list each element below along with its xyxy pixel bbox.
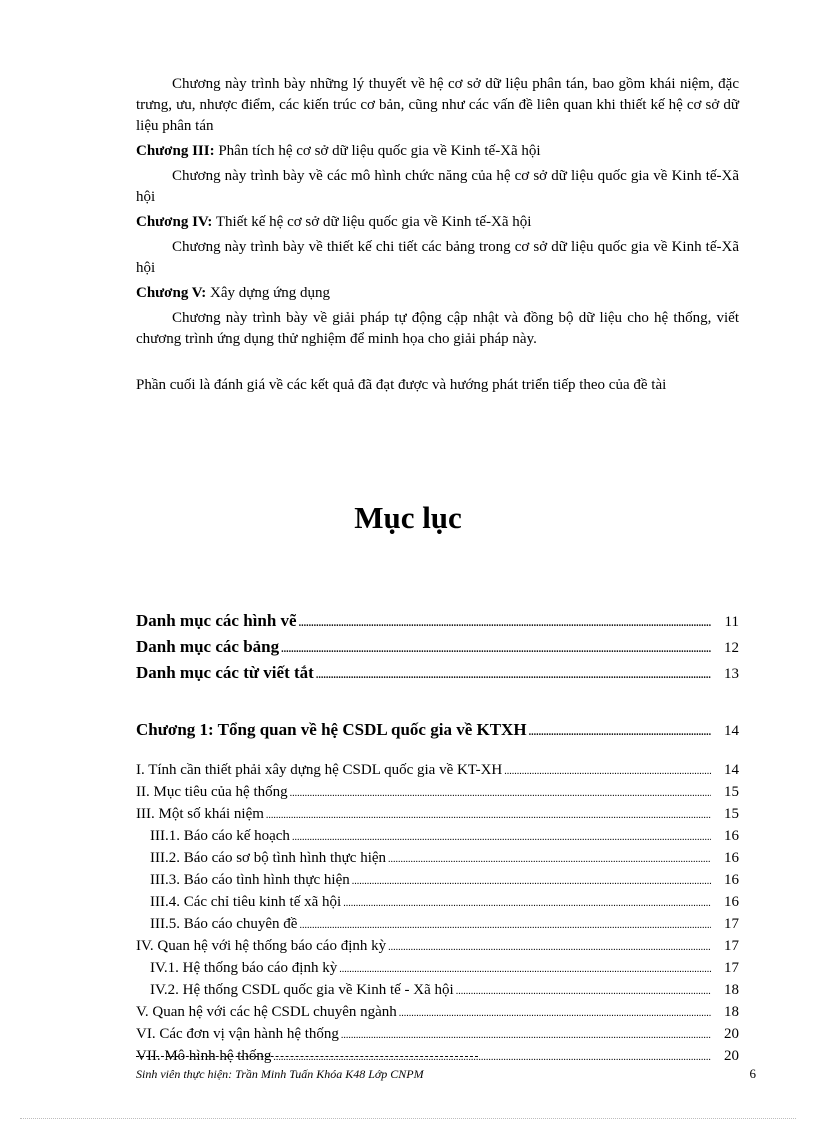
toc-subentry[interactable]: [136, 892, 739, 914]
toc-leader-dots: [529, 721, 711, 745]
toc-entry[interactable]: [136, 760, 739, 782]
toc-entry-label: III.3. Báo cáo tình hình thực hiện: [150, 872, 350, 888]
toc-entry[interactable]: [136, 1024, 739, 1046]
toc-leader-dots: [388, 938, 711, 958]
chapter-3-heading: [136, 141, 739, 162]
toc-entry-label: III.2. Báo cáo sơ bộ tình hình thực hiện: [150, 850, 387, 866]
toc-leader-dots: [299, 612, 711, 635]
toc-entry-label: I. Tính cần thiết phải xây dựng hệ CSDL quốc gia về KT-XH: [136, 762, 503, 778]
toc-row[interactable]: [136, 609, 739, 635]
toc-subentry[interactable]: [136, 870, 739, 892]
toc-entry-page: 17: [724, 960, 739, 976]
toc-row[interactable]: [136, 635, 739, 661]
toc-chapter-label: Chương 1: Tổng quan về hệ CSDL quốc gia về KTXH: [136, 720, 527, 739]
toc-entries-section: [136, 760, 739, 1068]
toc-leader-dots: [266, 806, 711, 826]
toc-entry[interactable]: [136, 1002, 739, 1024]
toc-leader-dots: [388, 850, 711, 870]
toc-entry-label: VI. Các đơn vị vận hành hệ thống: [136, 1026, 339, 1042]
toc-chapter-page: 14: [724, 723, 739, 739]
chapter-4-heading: [136, 212, 739, 233]
chapter-3-summary: Chương này trình bày về các mô hình chức năng của hệ cơ sở dữ liệu quốc gia về Kinh tế-Xã hội: [136, 168, 739, 205]
toc-leader-dots: [343, 894, 711, 914]
toc-chapter-section: [136, 718, 739, 745]
chapter-5-heading: [136, 283, 739, 304]
toc-entry-label: III. Một số khái niệm: [136, 806, 264, 822]
toc-row[interactable]: [136, 661, 739, 687]
toc-entry-label: VII. Mô hình hệ thống: [136, 1048, 272, 1064]
toc-leader-dots: [456, 982, 711, 1002]
toc-entry-page: 15: [724, 806, 739, 822]
toc-entry-page: 20: [724, 1026, 739, 1042]
toc-entry[interactable]: [136, 1046, 739, 1068]
conclusion-summary: Phần cuối là đánh giá về các kết quả đã đạt được và hướng phát triển tiếp theo của đề tài: [136, 377, 667, 393]
toc-entry-label: V. Quan hệ với các hệ CSDL chuyên ngành: [136, 1004, 397, 1020]
toc-leader-dots: [352, 872, 711, 892]
chapter-5-summary: Chương này trình bày về giải pháp tự động cập nhật và đồng bộ dữ liệu cho hệ thống, viết chương trình ứng dụng thử nghiệm để minh họa cho giải pháp này.: [136, 310, 739, 347]
toc-leader-dots: [339, 960, 711, 980]
toc-leader-dots: [299, 916, 711, 936]
toc-heading: Mục lục: [354, 500, 462, 535]
toc-leader-dots: [290, 784, 711, 804]
toc-entry-page: 18: [724, 1004, 739, 1020]
chapter-4-title: Thiết kế hệ cơ sở dữ liệu quốc gia về Kinh tế-Xã hội: [215, 214, 532, 230]
toc-entry-page: 17: [724, 938, 739, 954]
toc-entry[interactable]: [136, 782, 739, 804]
toc-entry-label: III.4. Các chỉ tiêu kinh tế xã hội: [150, 894, 342, 910]
toc-entry-page: 18: [724, 982, 739, 998]
chapter-2-summary: Chương này trình bày những lý thuyết về hệ cơ sở dữ liệu phân tán, bao gồm khái niệm, đặc trưng, ưu, nhược điểm, các kiến trúc cơ bản, cũng như các vấn đề liên quan khi thiết kế hệ cơ sở dữ liệu phân tán: [136, 76, 739, 134]
toc-entry[interactable]: [136, 936, 739, 958]
toc-subentry[interactable]: [136, 914, 739, 936]
chapter-summary-section: [136, 74, 739, 396]
toc-row-page: 12: [724, 640, 739, 656]
toc-row-page: 13: [724, 666, 739, 682]
chapter-3-title: Phân tích hệ cơ sở dữ liệu quốc gia về Kinh tế-Xã hội: [218, 143, 541, 159]
toc-chapter-row[interactable]: [136, 718, 739, 745]
page-footer: [136, 1066, 756, 1082]
toc-leader-dots: [341, 1026, 711, 1046]
toc-row-label: Danh mục các hình vẽ: [136, 611, 297, 630]
toc-subentry[interactable]: [136, 826, 739, 848]
toc-entry-page: 17: [724, 916, 739, 932]
toc-entry-page: 15: [724, 784, 739, 800]
toc-entry-page: 16: [724, 850, 739, 866]
toc-entry-page: 14: [724, 762, 739, 778]
toc-row-page: 11: [724, 614, 739, 630]
toc-subentry[interactable]: [136, 848, 739, 870]
toc-leader-dots: [292, 828, 711, 848]
toc-subentry[interactable]: [136, 980, 739, 1002]
toc-entry-label: III.5. Báo cáo chuyên đề: [150, 916, 298, 932]
toc-leader-dots: [281, 638, 711, 661]
toc-leader-dots: [273, 1048, 711, 1068]
toc-entry-page: 16: [724, 872, 739, 888]
chapter-5-label: Chương V:: [136, 285, 207, 301]
toc-entry-label: IV.1. Hệ thống báo cáo định kỳ: [150, 960, 338, 976]
toc-entry-page: 16: [724, 894, 739, 910]
toc-entry-label: III.1. Báo cáo kế hoạch: [150, 828, 290, 844]
toc-leader-dots: [504, 762, 711, 782]
chapter-4-summary: Chương này trình bày về thiết kế chi tiết các bảng trong cơ sở dữ liệu quốc gia về Kinh tế-Xã hội: [136, 239, 739, 276]
toc-leader-dots: [316, 664, 711, 687]
page-bottom-border: [20, 1118, 796, 1119]
toc-entry-label: IV.2. Hệ thống CSDL quốc gia về Kinh tế - Xã hội: [150, 982, 454, 998]
toc-entry-page: 20: [724, 1048, 739, 1064]
toc-row-label: Danh mục các bảng: [136, 637, 280, 656]
toc-entry-page: 16: [724, 828, 739, 844]
toc-subentry[interactable]: [136, 958, 739, 980]
toc-lists-section: [136, 609, 739, 687]
toc-entry-label: IV. Quan hệ với hệ thống báo cáo định kỳ: [136, 938, 387, 954]
chapter-3-label: Chương III:: [136, 143, 215, 159]
chapter-4-label: Chương IV:: [136, 214, 213, 230]
chapter-5-title: Xây dựng ứng dụng: [210, 285, 331, 301]
toc-row-label: Danh mục các từ viết tắt: [136, 663, 314, 682]
toc-entry[interactable]: [136, 804, 739, 826]
footer-author-text: Sinh viên thực hiện: Trần Minh Tuấn Khóa K48 Lớp CNPM: [136, 1067, 424, 1081]
toc-leader-dots: [399, 1004, 711, 1024]
footer-page-number: 6: [749, 1066, 756, 1081]
toc-entry-label: II. Mục tiêu của hệ thống: [136, 784, 288, 800]
footer-divider: [136, 1056, 478, 1057]
